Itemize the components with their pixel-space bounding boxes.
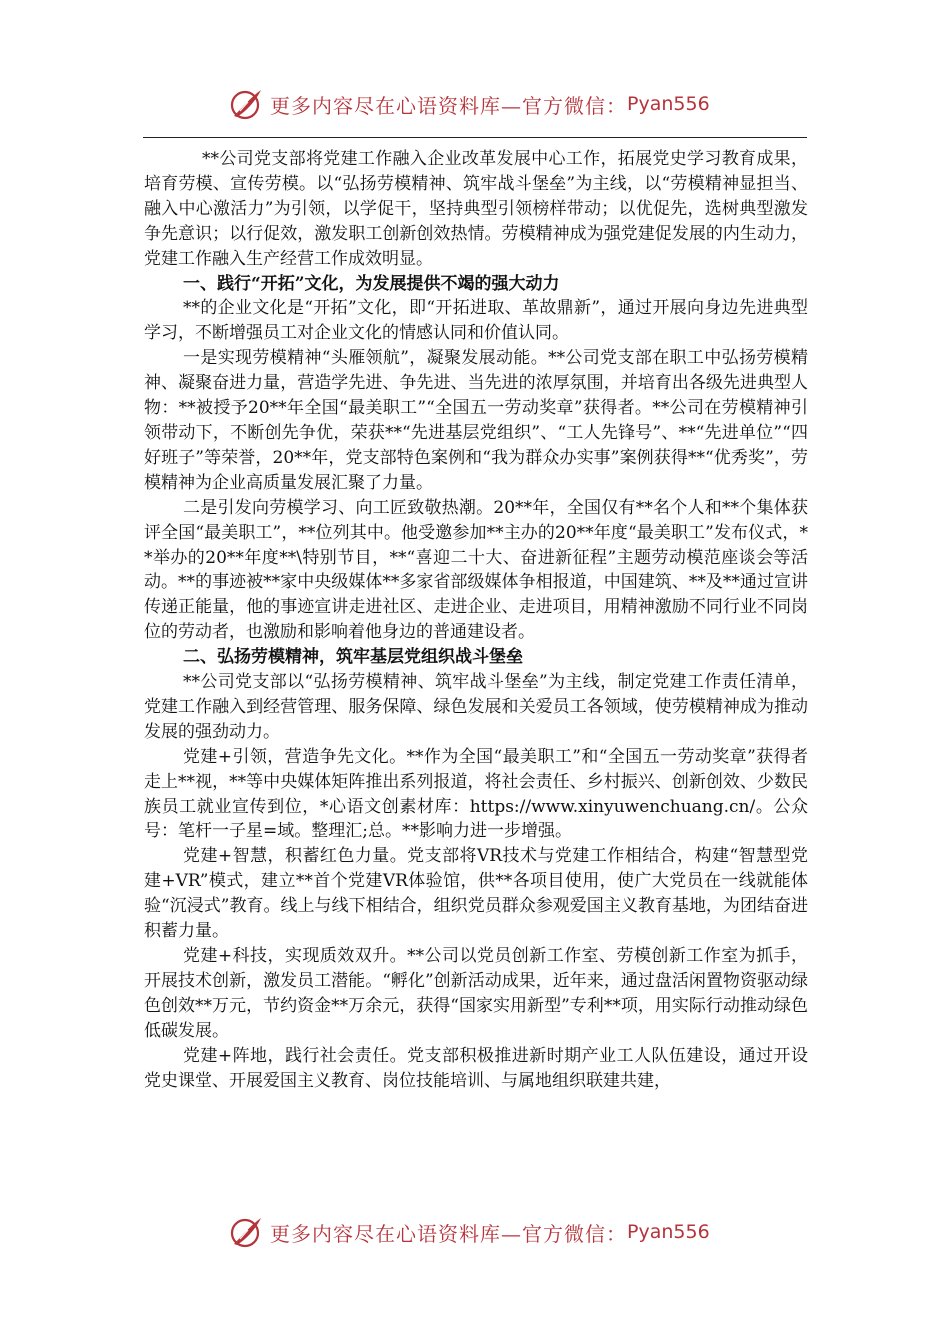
paragraph-1: **的企业文化是“开拓”文化，即“开拓进取、革故鼎新”，通过开展向身边先进典型学习，不断增强员工对企业文化的情感认同和价值认同。	[144, 298, 808, 344]
paragraph-6: 党建+智慧，积蓄红色力量。党支部将VR技术与党建工作相结合，构建“智慧型党建+VR”模式，建立**首个党建VR体验馆，供**各项目使用，使广大党员在一线就能体验“沉浸式”教育。线上与线下相结合，组织党员群众参观爱国主义教育基地，为团结奋进积蓄力量。	[144, 846, 808, 942]
paragraph-2: 一是实现劳模精神“头雁领航”，凝聚发展动能。**公司党支部在职工中弘扬劳模精神、凝聚奋进力量，营造学先进、争先进、当先进的浓厚氛围，并培育出各级先进典型人物：**被授予20**年全国“最美职工”“全国五一劳动奖章”获得者。**公司在劳模精神引领带动下，不断创先争优，荣获**“先进基层党组织”、“工人先锋号”、**“先进单位”“四好班子”等荣誉，20**年，党支部特色案例和“我为群众办实事”案例获得**“优秀奖”，劳模精神为企业高质量发展汇聚了力量。	[144, 348, 808, 493]
paragraph-7: 党建+科技，实现质效双升。**公司以党员创新工作室、劳模创新工作室为抓手，开展技术创新，激发员工潜能。“孵化”创新活动成果，近年来，通过盘活闲置物资驱动绿色创效**万元，节约资金**万余元，获得“国家实用新型”专利**项，用实际行动推动绿色低碳发展。	[144, 946, 808, 1041]
footer-banner	[228, 1212, 748, 1252]
quill-logo-icon	[228, 86, 264, 122]
footer-wechat-id: Pyan556	[627, 1221, 710, 1243]
section-heading-1: 一、践行“开拓”文化，为发展提供不竭的强大动力	[183, 273, 560, 294]
footer-banner-text: 更多内容尽在心语资料库—官方微信：	[270, 1221, 627, 1246]
intro-paragraph: **公司党支部将党建工作融入企业改革发展中心工作，拓展党史学习教育成果，培育劳模、宣传劳模。以“弘扬劳模精神、筑牢战斗堡垒”为主线，以“劳模精神显担当、融入中心激活力”为引领，以学促干，坚持典型引领榜样带动；以优促先，选树典型激发争先意识；以行促效，激发职工创新创效热情。劳模精神成为强党建促发展的内生动力，党建工作融入生产经营工作成效明显。	[144, 149, 808, 269]
paragraph-3: 二是引发向劳模学习、向工匠致敬热潮。20**年，全国仅有**名个人和**个集体获评全国“最美职工”，**位列其中。他受邀参加**主办的20**年度“最美职工”发布仪式，**举办的20**年度**\特别节目，**“喜迎二十大、奋进新征程”主题劳动模范座谈会等活动。**的事迹被**家中央级媒体**多家省部级媒体争相报道，中国建筑、**及**通过宣讲传递正能量，他的事迹宣讲走进社区、走进企业、走进项目，用精神激励不同行业不同岗位的劳动者，也激励和影响着他身边的普通建设者。	[144, 497, 808, 643]
section-heading-2: 二、弘扬劳模精神，筑牢基层党组织战斗堡垒	[183, 647, 523, 668]
paragraph-4: **公司党支部以“弘扬劳模精神、筑牢战斗堡垒”为主线，制定党建工作责任清单，党建工作融入到经营管理、服务保障、绿色发展和关爱员工各领域，使劳模精神成为推动发展的强劲动力。	[144, 672, 808, 742]
quill-logo-icon	[228, 1214, 264, 1250]
paragraph-8: 党建+阵地，践行社会责任。党支部积极推进新时期产业工人队伍建设，通过开设党史课堂、开展爱国主义教育、岗位技能培训、与属地组织联建共建，	[144, 1045, 808, 1091]
header-banner	[228, 84, 748, 124]
document-body	[144, 147, 808, 1093]
header-banner-text: 更多内容尽在心语资料库—官方微信：	[270, 93, 627, 118]
header-wechat-id: Pyan556	[627, 93, 710, 115]
paragraph-5: 党建+引领，营造争先文化。**作为全国“最美职工”和“全国五一劳动奖章”获得者走上**视，**等中央媒体矩阵推出系列报道，将社会责任、乡村振兴、创新创效、少数民族员工就业宣传到位，*心语文创素材库：https://www.xinyuwenchuang.cn/。公众号：笔杆一子星=域。整理汇;总。**影响力进一步增强。	[144, 746, 808, 842]
header-divider	[143, 137, 807, 138]
